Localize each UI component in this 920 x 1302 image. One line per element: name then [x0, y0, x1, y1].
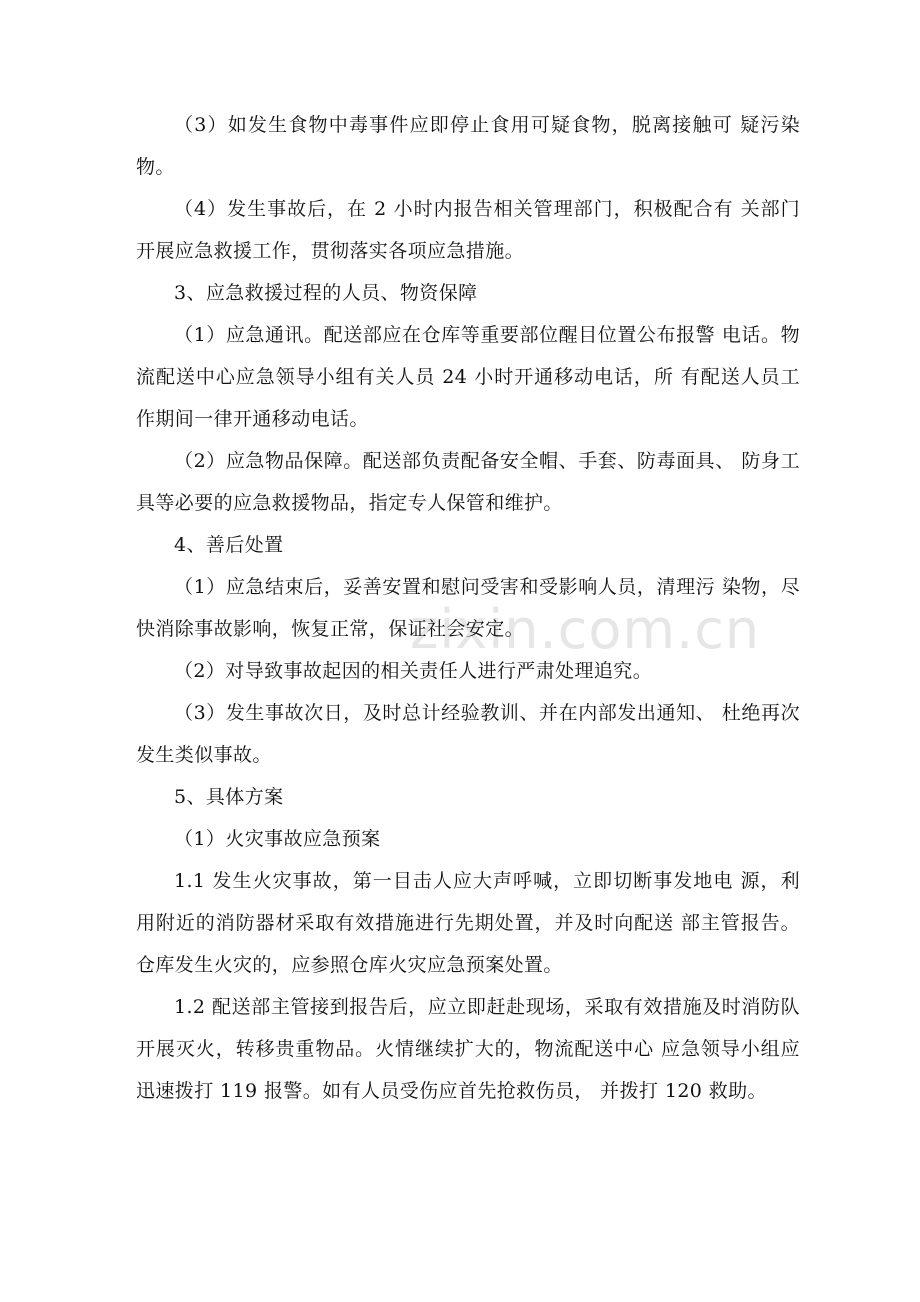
- paragraph-fire-1-2: 1.2 配送部主管接到报告后，应立即赶赴现场，采取有效措施及时消防队开展灭火，转移贵重物品。火情继续扩大的，物流配送中心 应急领导小组应迅速拨打 119 报警。如有人员受伤应首先抢救伤员， 并拨打 120 救助。: [136, 996, 800, 1102]
- heading-specific-plans: 5、具体方案: [174, 786, 284, 808]
- paragraph-food-poisoning: （3）如发生食物中毒事件应即停止食用可疑食物，脱离接触可 疑污染物。: [136, 114, 800, 178]
- heading-aftermath: 4、善后处置: [174, 534, 284, 556]
- paragraph-emergency-supplies: （2）应急物品保障。配送部负责配备安全帽、手套、防毒面具、 防身工具等必要的应急救援物品，指定专人保管和维护。: [136, 450, 800, 514]
- paragraph-accountability: （2）对导致事故起因的相关责任人进行严肃处理追究。: [174, 660, 653, 682]
- paragraph-aftermath-resettlement: （1）应急结束后，妥善安置和慰问受害和受影响人员，清理污 染物，尽快消除事故影响，恢复正常，保证社会安定。: [136, 576, 800, 640]
- document-body: [136, 104, 800, 1112]
- paragraph-fire-1-1: 1.1 发生火灾事故，第一目击人应大声呼喊，立即切断事发地电 源，利用附近的消防器材采取有效措施进行先期处置，并及时向配送 部主管报告。仓库发生火灾的，应参照仓库火灾应急预案处置。: [136, 870, 800, 976]
- paragraph-accident-report: （4）发生事故后，在 2 小时内报告相关管理部门，积极配合有 关部门开展应急救援工作，贯彻落实各项应急措施。: [136, 198, 800, 262]
- paragraph-lessons-learned: （3）发生事故次日，及时总计经验教训、并在内部发出通知、 杜绝再次发生类似事故。: [136, 702, 800, 766]
- heading-fire-plan: （1）火灾事故应急预案: [174, 828, 381, 850]
- watermark: zixin.com.cn: [410, 598, 761, 661]
- paragraph-emergency-communication: （1）应急通讯。配送部应在仓库等重要部位醒目位置公布报警 电话。物流配送中心应急领导小组有关人员 24 小时开通移动电话，所 有配送人员工作期间一律开通移动电话。: [136, 324, 800, 430]
- heading-personnel-supplies: 3、应急救援过程的人员、物资保障: [174, 282, 478, 304]
